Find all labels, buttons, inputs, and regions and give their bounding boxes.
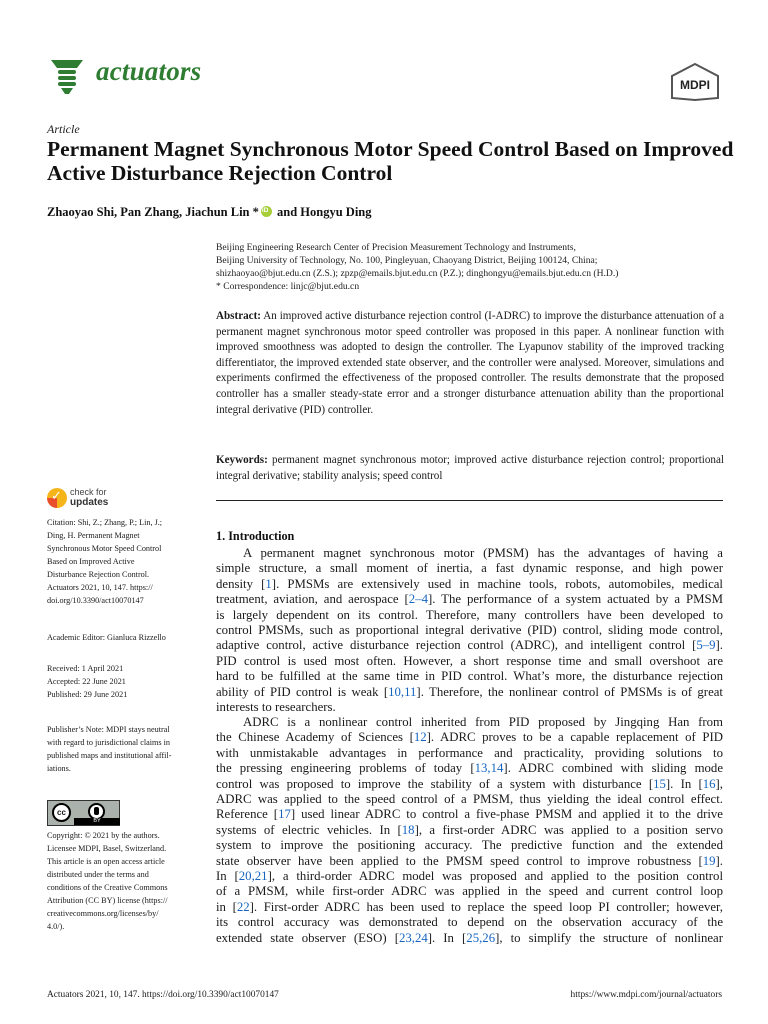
body-line: In [20,21], a third-order ADRC model was proposed and applied to the position control	[216, 869, 723, 884]
body-line: hard to be fulfilled at the same time in PID control. What’s more, the disturbance rejection	[216, 669, 723, 684]
academic-editor: Academic Editor: Gianluca Rizzello	[47, 633, 166, 642]
reference-link[interactable]: 23,24	[398, 930, 428, 945]
body-line: Reference [17] used linear ADRC to control a five-phase PMSM and applied it to the drive	[216, 807, 723, 822]
reference-link[interactable]: 15	[653, 776, 666, 791]
cc-by-license-icon[interactable]	[47, 800, 120, 826]
body-line: in [22]. First-order ADRC has been used to replace the speed loop PI controller; however,	[216, 899, 723, 914]
body-line: ability of PID control is weak [10,11]. Therefore, the nonlinear control of PMSMs is of great	[216, 684, 723, 699]
copyright-line: Licensee MDPI, Basel, Switzerland.	[47, 844, 167, 853]
body-line: ADRC is a nonlinear control inherited from PID proposed by Jingqing Han from	[243, 715, 723, 729]
citation-line: Citation: Shi, Z.; Zhang, P.; Lin, J.;	[47, 518, 163, 527]
mdpi-logo-icon	[668, 62, 722, 102]
body-line: control was proposed to improve the stability of a system with disturbance [15]. In [16],	[216, 776, 723, 791]
authors-text-end: and Hongyu Ding	[273, 205, 372, 219]
footer-citation: Actuators 2021, 10, 147. https://doi.org/10.3390/act10070147	[47, 990, 279, 1000]
reference-link[interactable]: 17	[278, 807, 291, 822]
publisher-note-line: Publisher’s Note: MDPI stays neutral	[47, 725, 170, 734]
body-line: control PMSMs, such as proportional integral derivative (PID) control, sliding mode control,	[216, 623, 723, 638]
body-line: density [1]. PMSMs are extensively used in machine tools, robots, automobiles, medical	[216, 576, 723, 591]
body-line: adaptive control, active disturbance rejection control (ADRC), and intelligent control [5–9].	[216, 638, 723, 653]
body-line: the pressing engineering problems of today [13,14]. ADRC combined with sliding mode	[216, 761, 724, 776]
reference-link[interactable]: 5–9	[696, 638, 716, 653]
cc-by-label: BY	[74, 818, 120, 825]
reference-link[interactable]: 12	[413, 730, 427, 745]
copyright-line: Attribution (CC BY) license (https://	[47, 896, 168, 905]
body-line: extended state observer (ESO) [23,24]. In [25,26], to simplify the structure of nonlinear	[216, 930, 723, 945]
dates-block	[47, 662, 195, 701]
reference-link[interactable]: 16	[702, 776, 716, 791]
reference-link[interactable]: 18	[401, 822, 415, 837]
copyright-line: This article is an open access article	[47, 857, 165, 866]
correspondence: * Correspondence: linjc@bjut.edu.cn	[216, 281, 360, 292]
body-line: with unmistakable advantages in performance and practicality, providing solutions to	[216, 745, 723, 760]
abstract-text: An improved active disturbance rejection control (I-ADRC) to improve the disturbance attenuation of a permanent magnet synchronous motor speed controller was proposed in this paper. A nonlinear function with improved smoothness was adopted to design the controller. The Lyapunov stability of the improved tracking differentiator, the improved extended state observer, and the controller were analysed. Moreover, simulations and experiments confirmed the effectiveness of the proposed controller. The results demonstrate that the proposed controller has a smaller steady-state error and a stronger disturbance attenuation ability than the proportional integral derivative (PID) controller.	[216, 310, 724, 416]
publisher-note-line: published maps and institutional affil-	[47, 751, 172, 760]
section-divider	[216, 500, 723, 501]
publisher-name: MDPI	[680, 78, 710, 92]
abstract	[216, 309, 724, 418]
copyright-line: conditions of the Creative Commons	[47, 883, 168, 892]
citation-line: Ding, H. Permanent Magnet	[47, 531, 140, 540]
body-line: systems of electric vehicles. In [18], a first-order ADRC was applied to a position servo	[216, 822, 723, 837]
citation-line: Based on Improved Active	[47, 557, 135, 566]
keywords-label: Keywords:	[216, 454, 268, 466]
body-line: ADRC was applied to the speed control of a PMSM, thus yielding the ideal control effect.	[216, 792, 723, 807]
check-updates-label-bold[interactable]: updates	[70, 497, 109, 508]
copyright-line: Copyright: © 2021 by the authors.	[47, 831, 160, 840]
body-line: is largely dependent on its control. Therefore, many controllers have been developed to	[216, 607, 723, 622]
reference-link[interactable]: 22	[236, 899, 250, 914]
date-line: Published: 29 June 2021	[47, 690, 128, 699]
author-list	[47, 205, 372, 220]
body-line: PID control is used most often. However, a short response time and small overshoot are	[216, 653, 723, 668]
authors-text: Zhaoyao Shi, Pan Zhang, Jiachun Lin *	[47, 205, 259, 219]
publisher-note-line: with regard to jurisdictional claims in	[47, 738, 171, 747]
affiliation-emails: shizhaoyao@bjut.edu.cn (Z.S.); zpzp@emails.bjut.edu.cn (P.Z.); dinghongyu@emails.bjut.edu.cn (H.D.)	[216, 268, 619, 279]
reference-link[interactable]: 2–4	[408, 592, 428, 607]
check-updates-icon[interactable]	[47, 488, 67, 508]
article-type: Article	[47, 122, 80, 136]
citation-block	[47, 516, 195, 607]
body-line: its control accuracy was demonstrated to depend on the observation accuracy of the	[216, 915, 723, 930]
copyright-block	[47, 829, 195, 933]
citation-line: Disturbance Rejection Control.	[47, 570, 150, 579]
body-line: state observer have been applied to the PMSM speed control to improve robustness [19].	[216, 853, 723, 868]
date-line: Received: 1 April 2021	[47, 664, 124, 673]
body-line: A permanent magnet synchronous motor (PMSM) has the advantages of having a	[243, 546, 723, 560]
journal-logo-icon	[47, 56, 87, 96]
copyright-line: creativecommons.org/licenses/by/	[47, 909, 159, 918]
intro-paragraph-1	[216, 546, 723, 715]
section-heading: 1. Introduction	[216, 529, 295, 543]
keywords	[216, 453, 724, 484]
footer-journal-url[interactable]: https://www.mdpi.com/journal/actuators	[570, 990, 722, 1000]
intro-paragraph-2	[216, 715, 723, 946]
keywords-text: permanent magnet synchronous motor; improved active disturbance rejection control; proportional integral derivative; stability analysis; speed control	[216, 454, 724, 482]
affiliation-line: Beijing University of Technology, No. 100, Pingleyuan, Chaoyang District, Beijing 100124, China;	[216, 255, 598, 266]
citation-line: Actuators 2021, 10, 147. https://	[47, 583, 153, 592]
body-line: simple structure, a small moment of inertia, a fast dynamic response, and high power	[216, 561, 723, 576]
reference-link[interactable]: 10,11	[388, 684, 417, 699]
body-line: of a PMSM, while first-order ADRC was applied in the speed and current control loop	[216, 884, 723, 899]
copyright-line: 4.0/).	[47, 922, 65, 931]
check-updates-label[interactable]: check for	[70, 487, 107, 497]
journal-name: actuators	[96, 56, 202, 86]
body-line: system to improve the positioning accuracy. The predictive function and the extended	[216, 838, 723, 853]
publisher-note-line: iations.	[47, 764, 71, 773]
cc-icon: cc	[52, 803, 71, 822]
orcid-icon[interactable]	[261, 206, 272, 217]
reference-link[interactable]: 25,26	[466, 930, 496, 945]
body-line: treatment, aviation, and aerospace [2–4]. The performance of a system actuated by a PMSM	[216, 592, 724, 607]
date-line: Accepted: 22 June 2021	[47, 677, 126, 686]
reference-link[interactable]: 1	[265, 576, 272, 591]
reference-link[interactable]: 20,21	[238, 869, 268, 884]
body-line: interests to researchers.	[216, 700, 336, 715]
citation-line: doi.org/10.3390/act10070147	[47, 596, 144, 605]
paper-title: Permanent Magnet Synchronous Motor Speed Control Based on Improved Active Disturbance Rejection Control	[47, 137, 734, 185]
copyright-line: distributed under the terms and	[47, 870, 149, 879]
reference-link[interactable]: 13,14	[474, 761, 504, 776]
body-line: the Chinese Academy of Sciences [12]. ADRC proves to be a capable replacement of PID	[216, 730, 723, 745]
reference-link[interactable]: 19	[702, 853, 716, 868]
affiliation-line: Beijing Engineering Research Center of Precision Measurement Technology and Instruments,	[216, 242, 576, 253]
citation-line: Synchronous Motor Speed Control	[47, 544, 162, 553]
abstract-label: Abstract:	[216, 310, 261, 322]
publisher-note	[47, 723, 195, 775]
